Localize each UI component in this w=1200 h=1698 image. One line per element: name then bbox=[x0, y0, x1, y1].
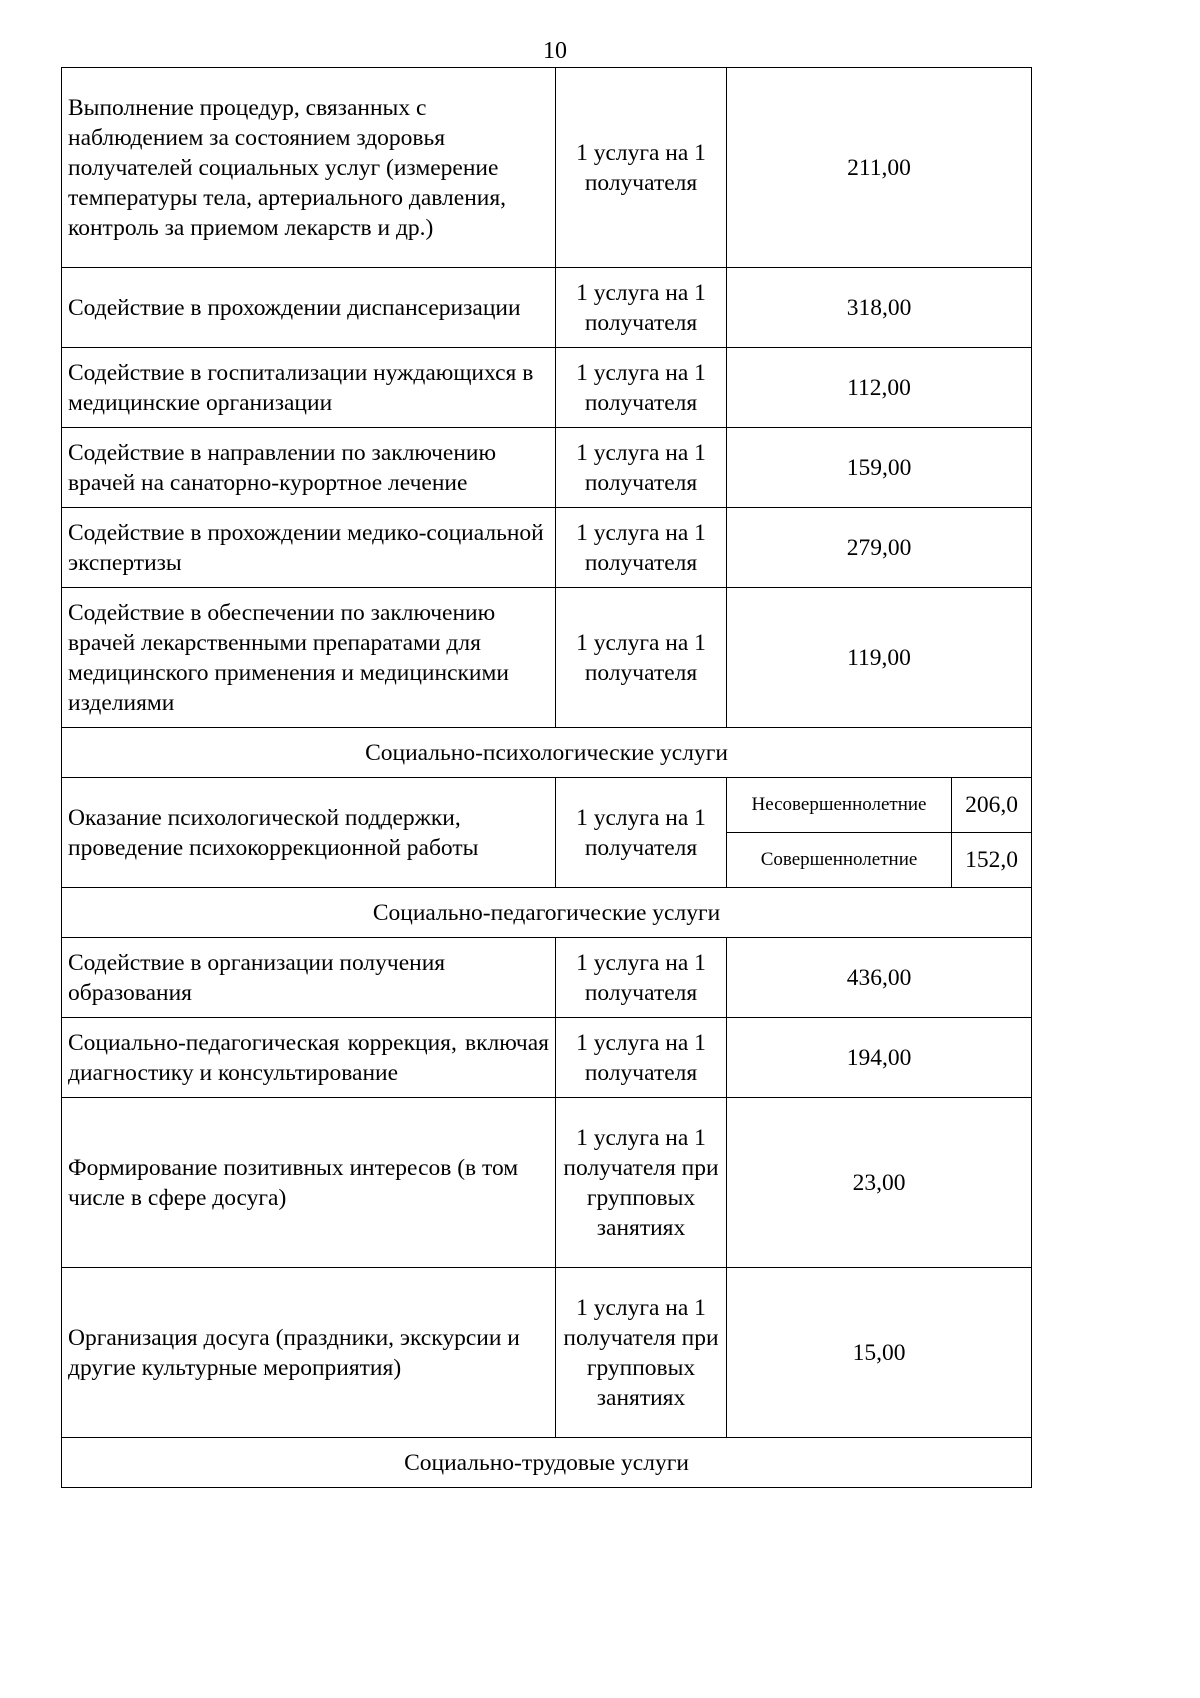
service-unit: 1 услуга на 1 получателя bbox=[556, 268, 727, 348]
service-unit: 1 услуга на 1 получателя bbox=[556, 778, 727, 888]
table-row bbox=[62, 938, 1032, 1018]
service-unit: 1 услуга на 1 получателя при групповых занятиях bbox=[556, 1098, 727, 1268]
service-name: Организация досуга (праздники, экскурсии и другие культурные мероприятия) bbox=[62, 1268, 556, 1438]
table-row bbox=[62, 348, 1032, 428]
table-row bbox=[62, 268, 1032, 348]
price-category-label: Совершеннолетние bbox=[727, 833, 952, 888]
table-row bbox=[62, 508, 1032, 588]
service-name: Выполнение процедур, связанных с наблюдением за состоянием здоровья получателей социальных услуг (измерение температуры тела, артериального давления, контроль за приемом лекарств и др.) bbox=[62, 68, 556, 268]
price-category-value: 206,0 bbox=[952, 778, 1032, 833]
section-heading: Социально-педагогические услуги bbox=[62, 888, 1032, 938]
table-row bbox=[62, 428, 1032, 508]
service-name: Содействие в госпитализации нуждающихся в медицинские организации bbox=[62, 348, 556, 428]
service-price: 279,00 bbox=[727, 508, 1032, 588]
service-name: Оказание психологической поддержки, проведение психокоррекционной работы bbox=[62, 778, 556, 888]
service-name: Формирование позитивных интересов (в том числе в сфере досуга) bbox=[62, 1098, 556, 1268]
section-row bbox=[62, 1438, 1032, 1488]
service-unit: 1 услуга на 1 получателя bbox=[556, 1018, 727, 1098]
service-unit: 1 услуга на 1 получателя bbox=[556, 428, 727, 508]
section-heading: Социально-трудовые услуги bbox=[62, 1438, 1032, 1488]
service-price: 159,00 bbox=[727, 428, 1032, 508]
service-price: 23,00 bbox=[727, 1098, 1032, 1268]
service-unit: 1 услуга на 1 получателя bbox=[556, 938, 727, 1018]
section-row bbox=[62, 728, 1032, 778]
table-row bbox=[62, 1268, 1032, 1438]
service-price: 318,00 bbox=[727, 268, 1032, 348]
services-price-table bbox=[61, 67, 1032, 1488]
section-heading: Социально-психологические услуги bbox=[62, 728, 1032, 778]
service-name: Содействие в организации получения образования bbox=[62, 938, 556, 1018]
service-unit: 1 услуга на 1 получателя при групповых занятиях bbox=[556, 1268, 727, 1438]
service-unit: 1 услуга на 1 получателя bbox=[556, 508, 727, 588]
service-price: 15,00 bbox=[727, 1268, 1032, 1438]
service-name: Социально-педагогическая коррекция, включая диагностику и консультирование bbox=[62, 1018, 556, 1098]
price-category-label: Несовершеннолетние bbox=[727, 778, 952, 833]
service-price: 112,00 bbox=[727, 348, 1032, 428]
table-row bbox=[62, 1098, 1032, 1268]
section-row bbox=[62, 888, 1032, 938]
table-row bbox=[62, 588, 1032, 728]
service-price: 119,00 bbox=[727, 588, 1032, 728]
service-unit: 1 услуга на 1 получателя bbox=[556, 348, 727, 428]
service-price: 211,00 bbox=[727, 68, 1032, 268]
service-price: 194,00 bbox=[727, 1018, 1032, 1098]
table-row bbox=[62, 778, 1032, 833]
service-name: Содействие в направлении по заключению врачей на санаторно-курортное лечение bbox=[62, 428, 556, 508]
table-row bbox=[62, 1018, 1032, 1098]
service-name: Содействие в обеспечении по заключению врачей лекарственными препаратами для медицинского применения и медицинскими изделиями bbox=[62, 588, 556, 728]
service-price: 436,00 bbox=[727, 938, 1032, 1018]
service-name: Содействие в прохождении диспансеризации bbox=[62, 268, 556, 348]
table-row bbox=[62, 68, 1032, 268]
price-category-value: 152,0 bbox=[952, 833, 1032, 888]
service-unit: 1 услуга на 1 получателя bbox=[556, 588, 727, 728]
page-number: 10 bbox=[543, 38, 567, 64]
service-unit: 1 услуга на 1 получателя bbox=[556, 68, 727, 268]
service-name: Содействие в прохождении медико-социальной экспертизы bbox=[62, 508, 556, 588]
